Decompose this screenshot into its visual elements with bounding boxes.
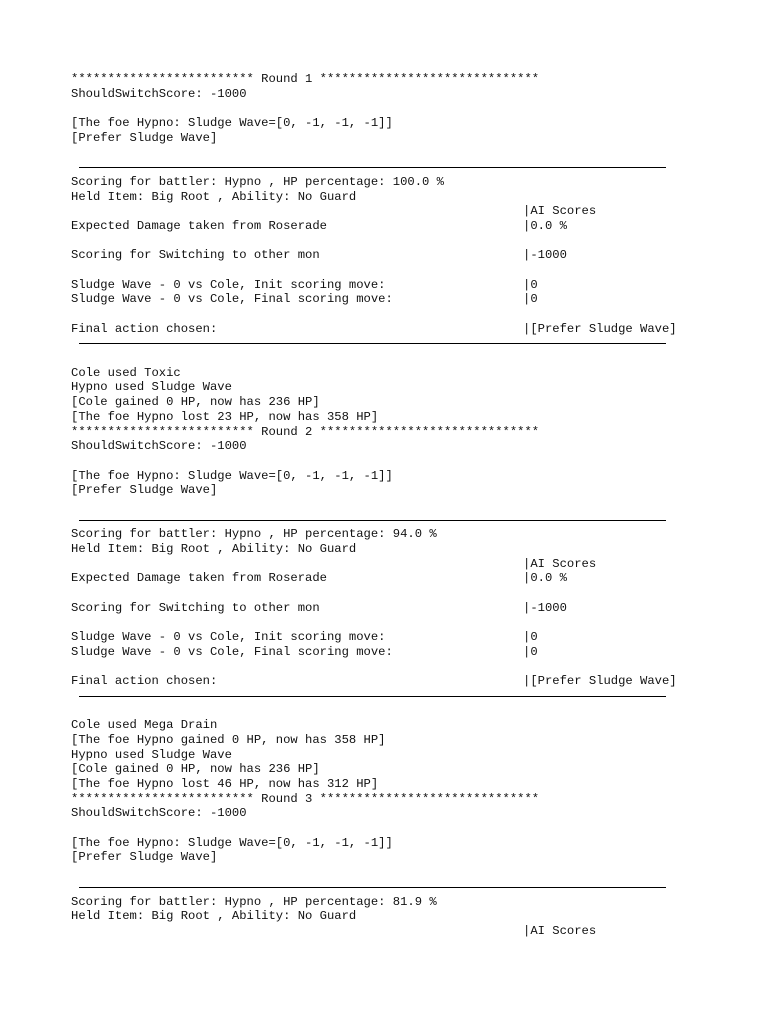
score-row-label: Expected Damage taken from Roserade: [71, 571, 327, 586]
score-row: [71, 601, 711, 616]
log-line: [The foe Hypno: Sludge Wave=[0, -1, -1, -1]]: [71, 116, 393, 131]
blank-line: [71, 101, 711, 116]
log-line: [The foe Hypno: Sludge Wave=[0, -1, -1, -1]]: [71, 468, 393, 483]
score-row-value: |0: [523, 644, 538, 659]
score-row-value: |AI Scores: [523, 556, 597, 571]
section-divider: [71, 160, 711, 175]
log-line: Held Item: Big Root , Ability: No Guard: [71, 542, 357, 556]
divider-line: [79, 520, 666, 521]
score-row: [71, 278, 711, 293]
blank-line: [71, 307, 711, 322]
section-divider: [71, 689, 711, 704]
score-row: [71, 924, 711, 939]
log-line: [Cole gained 0 HP, now has 236 HP]: [71, 395, 320, 410]
score-row-label: Sludge Wave - 0 vs Cole, Final scoring move:: [71, 292, 393, 307]
blank-line: [71, 704, 711, 719]
blank-line: [71, 498, 711, 513]
score-row-label: Scoring for Switching to other mon: [71, 248, 320, 263]
score-row-value: |0: [523, 630, 538, 645]
log-line: [The foe Hypno gained 0 HP, now has 358 HP]: [71, 732, 386, 747]
section-divider: [71, 336, 711, 351]
score-row: [71, 557, 711, 572]
divider-line: [79, 167, 666, 168]
score-row-label: Final action chosen:: [71, 674, 218, 689]
log-line: Held Item: Big Root , Ability: No Guard: [71, 909, 357, 924]
blank-line: [71, 586, 711, 601]
score-row-label: Sludge Wave - 0 vs Cole, Init scoring move:: [71, 630, 386, 645]
divider-line: [79, 887, 666, 888]
divider-line: [79, 696, 666, 697]
score-row: [71, 219, 711, 234]
score-row-value: |0.0 %: [523, 218, 567, 233]
blank-line: [71, 454, 711, 469]
score-row-value: |AI Scores: [523, 204, 597, 219]
log-line: [The foe Hypno lost 23 HP, now has 358 HP]: [71, 409, 379, 424]
score-row: [71, 645, 711, 660]
blank-line: [71, 821, 711, 836]
score-row-value: |[Prefer Sludge Wave]: [523, 674, 677, 689]
log-line: [Prefer Sludge Wave]: [71, 130, 218, 145]
battle-log: [71, 72, 711, 939]
score-row-label: Sludge Wave - 0 vs Cole, Init scoring move:: [71, 277, 386, 292]
score-row: [71, 571, 711, 586]
log-line: [Cole gained 0 HP, now has 236 HP]: [71, 762, 320, 777]
log-line: ShouldSwitchScore: -1000: [71, 439, 247, 454]
score-row-value: |0: [523, 277, 538, 292]
log-line: ************************* Round 3 ******************************: [71, 791, 540, 806]
score-row-value: |-1000: [523, 248, 567, 263]
score-row: [71, 322, 711, 337]
score-row-label: Sludge Wave - 0 vs Cole, Final scoring move:: [71, 644, 393, 659]
score-row-value: |0: [523, 292, 538, 307]
blank-line: [71, 234, 711, 249]
section-divider: [71, 880, 711, 895]
log-line: [The foe Hypno lost 46 HP, now has 312 HP]: [71, 777, 379, 791]
score-row-label: Expected Damage taken from Roserade: [71, 218, 327, 233]
log-line: Cole used Toxic: [71, 365, 181, 380]
log-line: Hypno used Sludge Wave: [71, 380, 232, 395]
log-line: Cole used Mega Drain: [71, 718, 218, 733]
score-row-value: |AI Scores: [523, 923, 597, 938]
blank-line: [71, 615, 711, 630]
score-row-label: Final action chosen:: [71, 321, 218, 336]
score-row-label: Scoring for Switching to other mon: [71, 600, 320, 615]
log-line: [The foe Hypno: Sludge Wave=[0, -1, -1, -1]]: [71, 835, 393, 850]
blank-line: [71, 660, 711, 675]
log-line: ShouldSwitchScore: -1000: [71, 86, 247, 101]
score-row-value: |0.0 %: [523, 571, 567, 586]
section-divider: [71, 513, 711, 528]
score-row-value: |-1000: [523, 600, 567, 615]
blank-line: [71, 865, 711, 880]
log-line: Scoring for battler: Hypno , HP percentage: 81.9 %: [71, 894, 437, 909]
blank-line: [71, 351, 711, 366]
log-line: Scoring for battler: Hypno , HP percentage: 94.0 %: [71, 527, 437, 542]
log-line: [Prefer Sludge Wave]: [71, 850, 218, 865]
log-line: ShouldSwitchScore: -1000: [71, 806, 247, 821]
log-line: Scoring for battler: Hypno , HP percentage: 100.0 %: [71, 174, 444, 189]
log-line: Hypno used Sludge Wave: [71, 747, 232, 762]
score-row-value: |[Prefer Sludge Wave]: [523, 321, 677, 336]
blank-line: [71, 263, 711, 278]
log-line: ************************* Round 2 ******************************: [71, 424, 540, 439]
score-row: [71, 674, 711, 689]
log-line: Held Item: Big Root , Ability: No Guard: [71, 189, 357, 204]
divider-line: [79, 343, 666, 344]
score-row: [71, 204, 711, 219]
score-row: [71, 248, 711, 263]
score-row: [71, 292, 711, 307]
blank-line: [71, 145, 711, 160]
log-line: ************************* Round 1 ******************************: [71, 72, 540, 86]
score-row: [71, 630, 711, 645]
log-line: [Prefer Sludge Wave]: [71, 483, 218, 498]
